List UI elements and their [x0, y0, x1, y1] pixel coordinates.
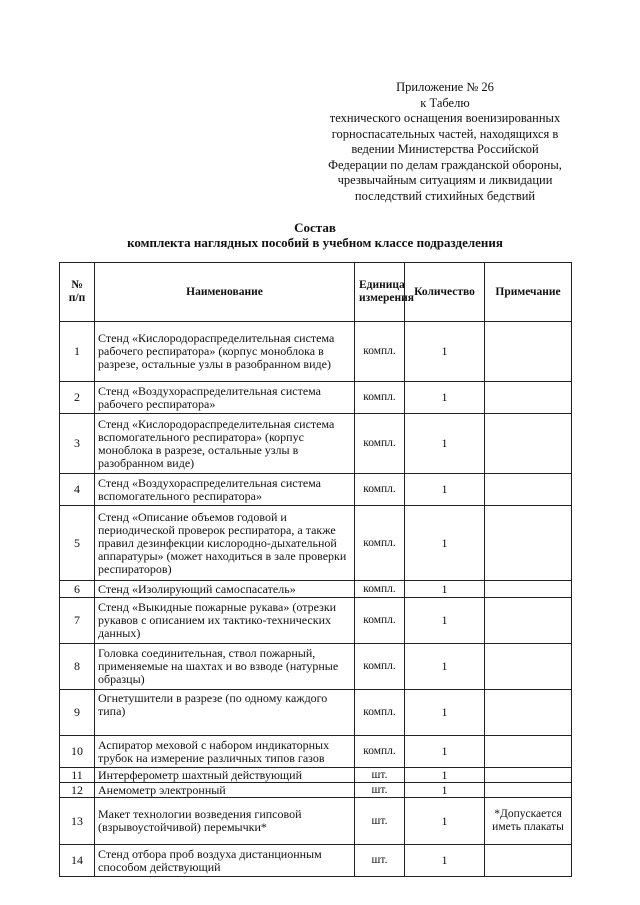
row-num: 3	[60, 414, 95, 474]
row-num: 4	[60, 474, 95, 506]
appendix-line: к Табелю	[420, 95, 470, 110]
header-name: Наименование	[95, 263, 355, 322]
row-note	[485, 768, 572, 783]
row-name: Анемометр электронный	[95, 783, 355, 798]
row-name: Стенд «Описание объемов годовой и периодической проверок респиратора, а также правил дезинфекции кислородно-дыхательной аппаратуры» (может находиться в зале проверки респираторов)	[95, 506, 355, 581]
row-name: Стенд «Воздухораспределительная система вспомогательного респиратора»	[95, 474, 355, 506]
table-row	[60, 382, 572, 414]
row-name: Стенд «Изолирующий самоспасатель»	[95, 581, 355, 598]
row-qty: 1	[405, 798, 485, 845]
row-unit: шт.	[355, 768, 405, 783]
row-qty: 1	[405, 736, 485, 768]
header-num: № п/п	[60, 263, 95, 322]
row-num: 2	[60, 382, 95, 414]
row-num: 10	[60, 736, 95, 768]
row-unit: шт.	[355, 798, 405, 845]
table-row	[60, 768, 572, 783]
row-name: Огнетушители в разрезе (по одному каждого типа)	[95, 690, 355, 736]
appendix-line: Приложение № 26	[396, 80, 494, 94]
table-row	[60, 736, 572, 768]
row-note	[485, 414, 572, 474]
row-unit: компл.	[355, 322, 405, 382]
row-unit: компл.	[355, 581, 405, 598]
appendix-line: чрезвычайным ситуациям и ликвидации	[337, 173, 553, 187]
row-note	[485, 845, 572, 877]
row-unit: компл.	[355, 690, 405, 736]
row-note	[485, 736, 572, 768]
row-num: 9	[60, 690, 95, 736]
header-unit: Единица измерения	[355, 263, 405, 322]
row-note	[485, 598, 572, 644]
appendix-line: горноспасательных частей, находящихся в	[331, 126, 559, 141]
appendix-line: Федерации по делам гражданской обороны,	[328, 157, 562, 172]
row-qty: 1	[405, 845, 485, 877]
table-header-row	[60, 263, 572, 322]
table-row	[60, 581, 572, 598]
row-num: 12	[60, 783, 95, 798]
row-unit: компл.	[355, 474, 405, 506]
row-qty: 1	[405, 414, 485, 474]
row-note	[485, 783, 572, 798]
table-row	[60, 414, 572, 474]
row-unit: компл.	[355, 506, 405, 581]
row-name: Аспиратор меховой с набором индикаторных трубок на измерение различных типов газов	[95, 736, 355, 768]
appendix-line: последствий стихийных бедствий	[354, 188, 536, 203]
header-qty: Количество	[405, 263, 485, 322]
row-note	[485, 644, 572, 690]
row-unit: компл.	[355, 736, 405, 768]
row-name: Головка соединительная, ствол пожарный, применяемые на шахтах и во взводе (натурные образцы)	[95, 644, 355, 690]
table-row	[60, 598, 572, 644]
title-line-1: Состав	[294, 220, 336, 235]
row-qty: 1	[405, 644, 485, 690]
row-num: 7	[60, 598, 95, 644]
row-unit: шт.	[355, 845, 405, 877]
row-qty: 1	[405, 783, 485, 798]
row-unit: компл.	[355, 382, 405, 414]
row-num: 1	[60, 322, 95, 382]
appendix-line: ведении Министерства Российской	[351, 142, 539, 156]
row-note: *Допускается иметь плакаты	[485, 798, 572, 845]
row-num: 8	[60, 644, 95, 690]
row-qty: 1	[405, 474, 485, 506]
row-name: Стенд «Кислородораспределительная система вспомогательного респиратора» (корпус моноблока в разрезе, остальные узлы в разобранном виде)	[95, 414, 355, 474]
title-line-2: комплекта наглядных пособий в учебном классе подразделения	[127, 235, 503, 250]
table-row	[60, 845, 572, 877]
row-num: 11	[60, 768, 95, 783]
table-row	[60, 798, 572, 845]
row-qty: 1	[405, 322, 485, 382]
equipment-table	[59, 262, 572, 877]
row-note	[485, 581, 572, 598]
row-unit: компл.	[355, 644, 405, 690]
row-note	[485, 690, 572, 736]
table-row	[60, 644, 572, 690]
row-unit: компл.	[355, 414, 405, 474]
row-qty: 1	[405, 690, 485, 736]
appendix-line: технического оснащения военизированных	[329, 111, 561, 125]
row-qty: 1	[405, 506, 485, 581]
row-qty: 1	[405, 598, 485, 644]
document-title	[60, 220, 570, 250]
row-name: Интерферометр шахтный действующий	[95, 768, 355, 783]
row-num: 14	[60, 845, 95, 877]
row-qty: 1	[405, 581, 485, 598]
row-name: Стенд «Выкидные пожарные рукава» (отрезки рукавов с описанием их тактико-технических данных)	[95, 598, 355, 644]
row-note	[485, 322, 572, 382]
row-qty: 1	[405, 768, 485, 783]
table-row	[60, 783, 572, 798]
table-row	[60, 690, 572, 736]
row-note	[485, 506, 572, 581]
table-row	[60, 506, 572, 581]
row-num: 6	[60, 581, 95, 598]
row-note	[485, 382, 572, 414]
row-num: 13	[60, 798, 95, 845]
table-row	[60, 474, 572, 506]
row-num: 5	[60, 506, 95, 581]
row-name: Макет технологии возведения гипсовой (взрывоустойчивой) перемычки*	[95, 798, 355, 845]
row-name: Стенд отбора проб воздуха дистанционным способом действующий	[95, 845, 355, 877]
appendix-header	[300, 80, 590, 204]
row-name: Стенд «Кислородораспределительная система рабочего респиратора» (корпус моноблока в разрезе, остальные узлы в разобранном виде)	[95, 322, 355, 382]
row-note	[485, 474, 572, 506]
header-note: Примечание	[485, 263, 572, 322]
row-unit: шт.	[355, 783, 405, 798]
row-unit: компл.	[355, 598, 405, 644]
row-name: Стенд «Воздухораспределительная система рабочего респиратора»	[95, 382, 355, 414]
row-qty: 1	[405, 382, 485, 414]
table-row	[60, 322, 572, 382]
